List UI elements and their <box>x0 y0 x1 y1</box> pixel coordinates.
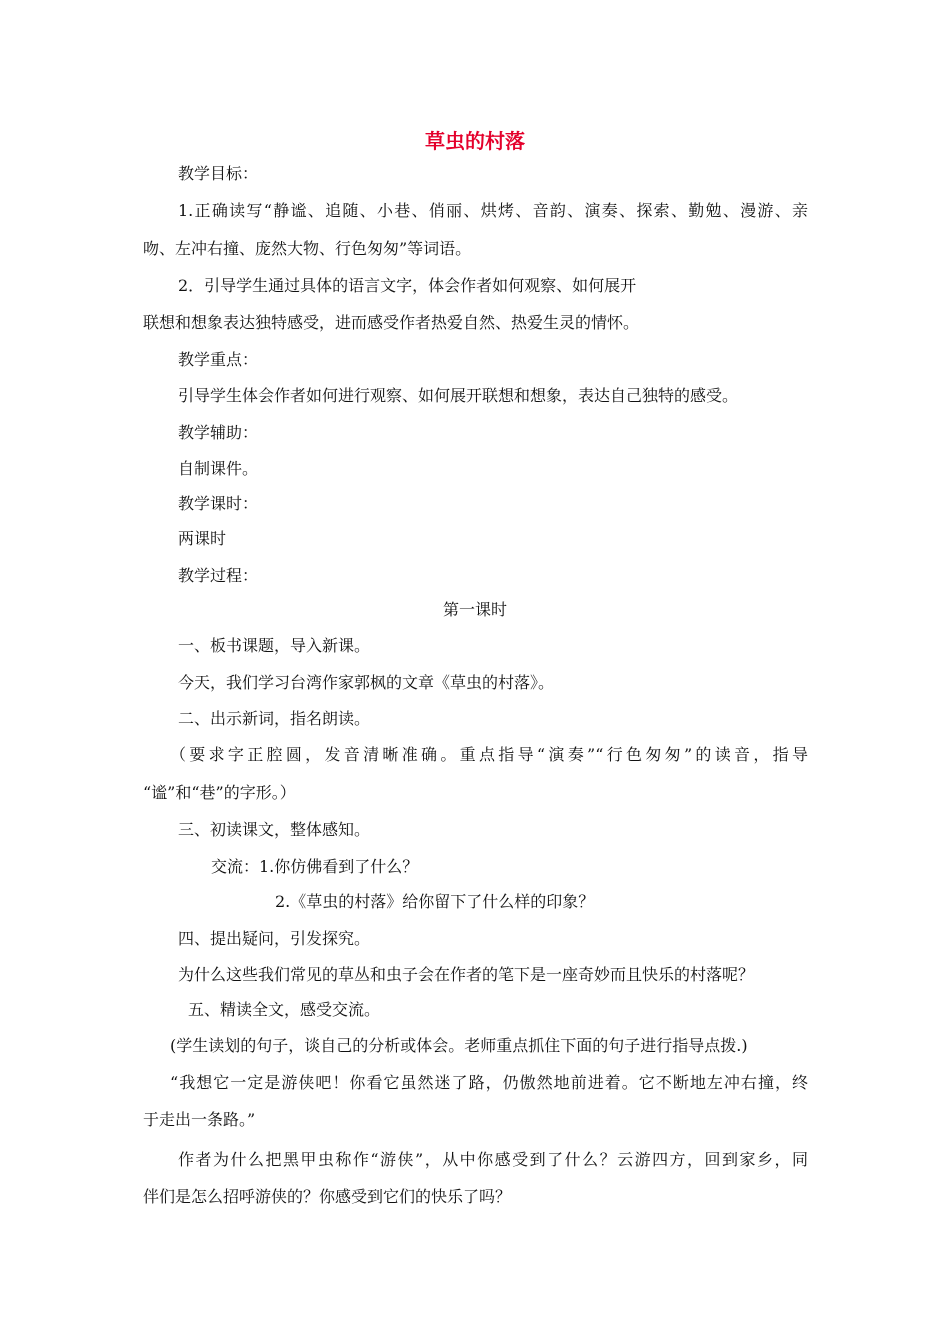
step-three-heading: 三、初读课文，整体感知。 <box>178 820 371 839</box>
step-four-heading: 四、提出疑问，引发探究。 <box>178 929 371 948</box>
step-five-note: (学生读划的句子，谈自己的分析或体会。老师重点抓住下面的句子进行指导点拨.) <box>170 1036 748 1055</box>
step-five-heading: 五、精读全文，感受交流。 <box>188 1000 381 1019</box>
document-title: 草虫的村落 <box>425 129 525 153</box>
section-heading-aids: 教学辅助： <box>178 423 259 442</box>
section-heading-key-points: 教学重点： <box>178 350 259 369</box>
exchange-question-2: 2.《草虫的村落》给你留下了什么样的印象？ <box>275 892 595 911</box>
objective-1-line-2: 吻、左冲右撞、庞然大物、行色匆匆”等词语。 <box>143 239 472 258</box>
exchange-question-1: 交流：1.你仿佛看到了什么？ <box>211 857 419 876</box>
objective-2-line-2: 联想和想象表达独特感受，进而感受作者热爱自然、热爱生灵的情怀。 <box>143 313 640 332</box>
step-one-heading: 一、板书课题，导入新课。 <box>178 636 371 655</box>
section-heading-periods: 教学课时： <box>178 494 259 513</box>
step-two-note-line-1: （要求字正腔圆，发音清晰准确。重点指导“演奏”“行色匆匆”的读音，指导 <box>170 745 808 764</box>
quote-line-2: 于走出一条路。” <box>143 1110 256 1129</box>
section-heading-process: 教学过程： <box>178 566 259 585</box>
section-heading-objectives: 教学目标： <box>178 164 259 183</box>
key-points-text: 引导学生体会作者如何进行观察、如何展开联想和想象，表达自己独特的感受。 <box>178 386 739 405</box>
lesson-one-heading: 第一课时 <box>442 600 507 619</box>
aids-text: 自制课件。 <box>178 459 259 478</box>
step-two-note-line-2: “谧”和“巷”的字形。） <box>143 783 296 802</box>
quote-line-1: “我想它一定是游侠吧！你看它虽然迷了路，仍傲然地前进着。它不断地左冲右撞，终 <box>170 1073 808 1092</box>
objective-2-line-1: 2．引导学生通过具体的语言文字，体会作者如何观察、如何展开 <box>178 276 637 295</box>
step-four-text: 为什么这些我们常见的草丛和虫子会在作者的笔下是一座奇妙而且快乐的村落呢？ <box>178 965 755 984</box>
question-line-2: 伴们是怎么招呼游侠的？你感受到它们的快乐了吗？ <box>143 1187 512 1206</box>
step-one-text: 今天，我们学习台湾作家郭枫的文章《草虫的村落》。 <box>178 673 555 692</box>
objective-1-line-1: 1.正确读写“静谧、追随、小巷、俏丽、烘烤、音韵、演奏、探索、勤勉、漫游、亲 <box>178 201 808 220</box>
step-two-heading: 二、出示新词，指名朗读。 <box>178 709 371 728</box>
question-line-1: 作者为什么把黑甲虫称作“游侠”，从中你感受到了什么？云游四方，回到家乡，同 <box>178 1150 808 1169</box>
periods-text: 两课时 <box>178 529 227 548</box>
